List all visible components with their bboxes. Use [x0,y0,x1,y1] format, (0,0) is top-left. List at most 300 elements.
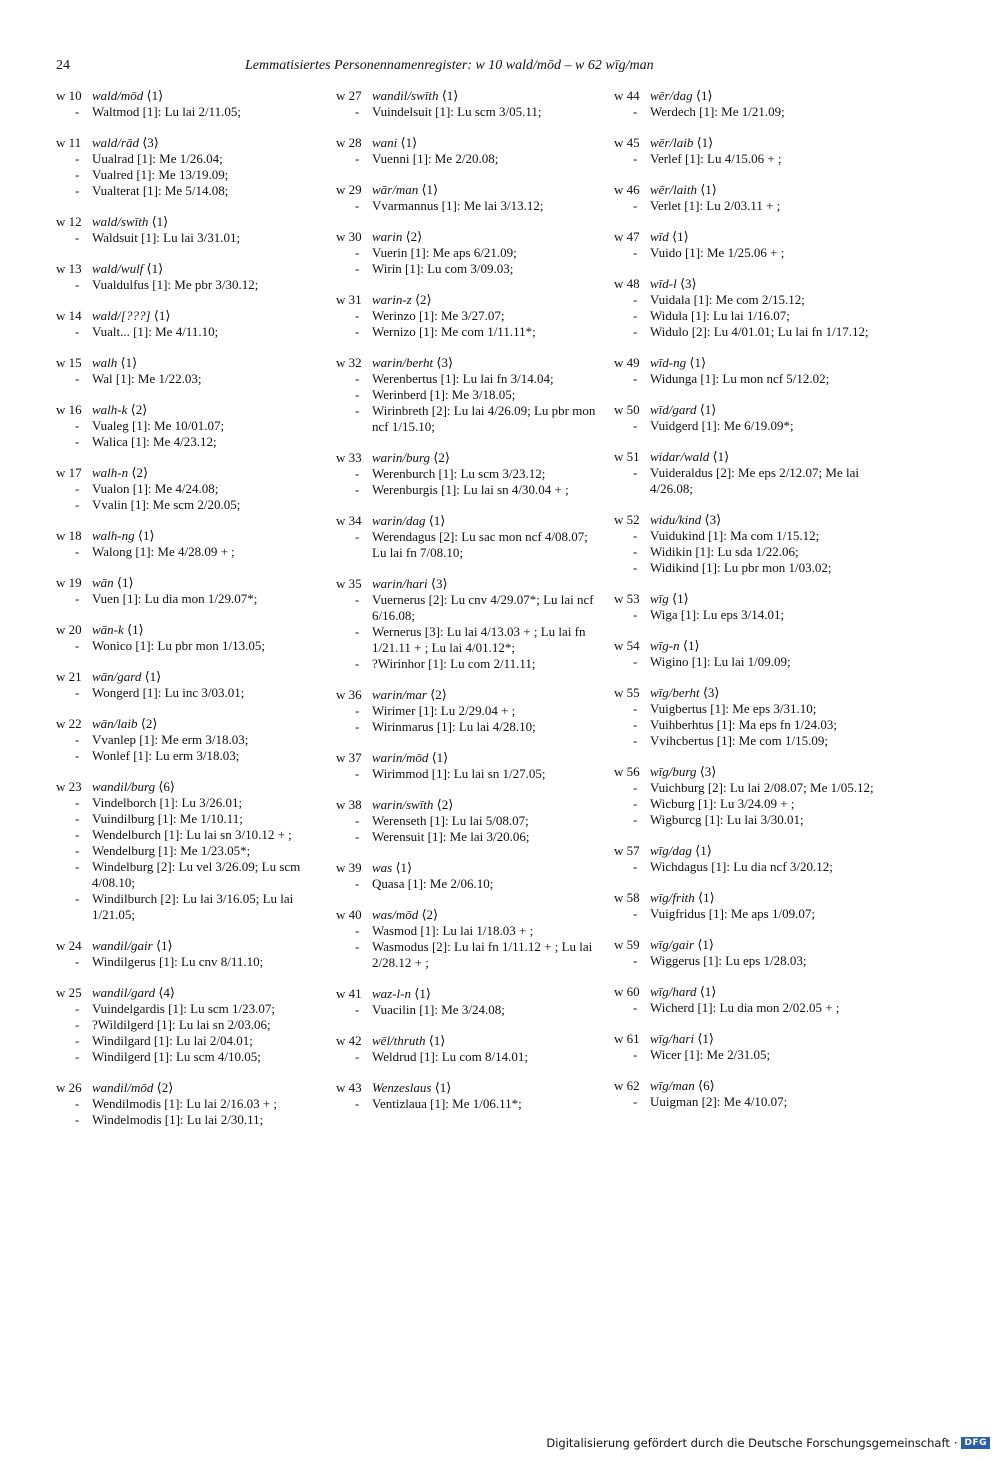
entry-line [56,324,324,340]
entry-lemma: warin/swīth [372,797,434,812]
entry-line [56,277,324,293]
entry-id: w 42 [336,1033,362,1048]
entry-dash: - [355,923,360,938]
entry-line-text: Vualeg [1]: Me 10/01.07; [92,418,225,433]
entry-head [614,638,882,654]
entry-line-text: Vuidgerd [1]: Me 6/19.09*; [650,418,794,433]
entry-dash: - [633,198,638,213]
entry-count: ⟨4⟩ [158,985,175,1000]
entry-dash: - [75,827,80,842]
entry-count: ⟨3⟩ [679,276,697,291]
entry-line-text: Vuindelgardis [1]: Lu scm 1/23.07; [92,1001,275,1016]
entry-line-text: Vuihberhtus [1]: Ma eps fn 1/24.03; [650,717,837,732]
entry-lemma: wīd-ng [650,355,687,370]
entry-dash: - [75,418,80,433]
entry-line-text: Vuigfridus [1]: Me aps 1/09.07; [650,906,815,921]
entry-dash: - [75,104,80,119]
entry-id: w 53 [614,591,640,606]
entry-id: w 32 [336,355,362,370]
entry-id: w 37 [336,750,362,765]
entry-dash: - [633,560,638,575]
entry-head [614,229,882,245]
entry-dash: - [633,780,638,795]
entry-line-text: Verlet [1]: Lu 2/03.11 + ; [650,198,781,213]
entry-line [614,151,882,167]
entry-line [56,1096,324,1112]
entry-dash: - [633,465,638,480]
entry-head [56,214,324,230]
entry-count: ⟨3⟩ [436,355,454,370]
entry-id: w 49 [614,355,640,370]
entry-line-text: Vuenni [1]: Me 2/20.08; [372,151,499,166]
entry-dash: - [75,638,80,653]
index-entry [336,1033,604,1065]
entry-dash: - [75,371,80,386]
entry-dash: - [75,685,80,700]
entry-dash: - [355,466,360,481]
entry-lemma: warin/berht [372,355,434,370]
entry-line [614,560,882,576]
entry-id: w 52 [614,512,640,527]
entry-line-text: Vvanlep [1]: Me erm 3/18.03; [92,732,249,747]
entry-dash: - [355,151,360,166]
entry-line [614,780,882,796]
index-entry [614,88,882,120]
entry-head [336,907,604,923]
entry-head [614,685,882,701]
entry-lemma: wīg/frith [650,890,695,905]
entry-dash: - [75,795,80,810]
entry-line-text: Wiggerus [1]: Lu eps 1/28.03; [650,953,807,968]
entry-line [614,1000,882,1016]
index-entry [614,638,882,670]
entry-dash: - [75,732,80,747]
entry-count: ⟨6⟩ [698,1078,715,1093]
entry-lemma: wīg/burg [650,764,697,779]
index-entry [336,135,604,167]
entry-head [56,669,324,685]
entry-line-text: Vvihcbertus [1]: Me com 1/15.09; [650,733,828,748]
entry-head [336,513,604,529]
entry-count: ⟨1⟩ [137,528,155,543]
entry-dash: - [75,748,80,763]
entry-line [56,183,324,199]
entry-count: ⟨1⟩ [689,355,707,370]
index-entry [56,465,324,513]
index-entry [614,229,882,261]
index-entry [614,890,882,922]
entry-line-text: Uualrad [1]: Me 1/26.04; [92,151,223,166]
entry-line-text: Werenburch [1]: Lu scm 3/23.12; [372,466,546,481]
entry-line-text: Wendelburch [1]: Lu lai sn 3/10.12 + ; [92,827,292,842]
entry-count: ⟨1⟩ [146,88,164,103]
entry-head [336,229,604,245]
index-entry [336,797,604,845]
entry-count: ⟨1⟩ [434,1080,452,1095]
entry-line [336,1002,604,1018]
entry-count: ⟨1⟩ [441,88,459,103]
index-entry [614,984,882,1016]
entry-count: ⟨1⟩ [698,890,715,905]
entry-line-text: Wendilmodis [1]: Lu lai 2/16.03 + ; [92,1096,278,1111]
entry-id: w 15 [56,355,82,370]
entry-line [56,544,324,560]
entry-line [336,624,604,656]
index-entry [614,764,882,828]
entry-line [56,638,324,654]
entry-head [614,182,882,198]
entry-id: w 38 [336,797,362,812]
entry-line [56,151,324,167]
entry-line-text: Vuigbertus [1]: Me eps 3/31.10; [650,701,817,716]
entry-line [336,703,604,719]
entry-line [56,732,324,748]
entry-lemma: wandil/swīth [372,88,439,103]
entry-dash: - [355,703,360,718]
entry-line [56,1033,324,1049]
entry-id: w 11 [56,135,82,150]
entry-dash: - [633,812,638,827]
index-entry [56,88,324,120]
index-entry [56,779,324,923]
entry-lemma: wār/man [372,182,419,197]
entry-count: ⟨2⟩ [436,797,454,812]
entry-head [56,622,324,638]
index-entry [336,229,604,277]
entry-line-text: Wasmodus [2]: Lu lai fn 1/11.12 + ; Lu lai 2/28.12 + ; [372,939,593,970]
entry-line-text: Vuidala [1]: Me com 2/15.12; [650,292,805,307]
footer-separator: · [953,1436,958,1450]
entry-head [336,797,604,813]
entry-id: w 16 [56,402,82,417]
entry-line [56,371,324,387]
entry-line [56,1001,324,1017]
running-title: Lemmatisiertes Personennamenregister: w 10 wald/mōd – w 62 wīg/man [245,58,654,73]
entry-head [614,937,882,953]
entry-line [336,766,604,782]
entry-count: ⟨1⟩ [421,182,439,197]
entry-lemma: walh-k [92,402,128,417]
entry-line [614,245,882,261]
entry-dash: - [75,1017,80,1032]
entry-lemma: walh-n [92,465,129,480]
entry-id: w 55 [614,685,640,700]
entry-count: ⟨1⟩ [672,591,689,606]
entry-lemma: wandil/gair [92,938,153,953]
entry-dash: - [633,104,638,119]
entry-dash: - [633,1000,638,1015]
entry-lemma: warin/mar [372,687,427,702]
entry-id: w 45 [614,135,640,150]
entry-head [614,88,882,104]
entry-id: w 36 [336,687,362,702]
entry-count: ⟨1⟩ [431,750,449,765]
entry-dash: - [633,245,638,260]
entry-count: ⟨1⟩ [672,229,689,244]
entry-line-text: Wongerd [1]: Lu inc 3/03.01; [92,685,245,700]
index-entry [56,716,324,764]
entry-id: w 19 [56,575,82,590]
entry-line-text: Vualred [1]: Me 13/19.09; [92,167,229,182]
entry-lemma: warin-z [372,292,412,307]
entry-count: ⟨1⟩ [127,622,144,637]
entry-line [614,324,882,340]
entry-dash: - [75,954,80,969]
entry-line [614,812,882,828]
entry-dash: - [633,701,638,716]
entry-line-text: Vuacilin [1]: Me 3/24.08; [372,1002,505,1017]
index-column-3 [614,88,882,1125]
entry-count: ⟨2⟩ [130,402,148,417]
entry-lemma: walh [92,355,118,370]
entry-head [56,985,324,1001]
entry-lemma: wald/[???] [92,308,151,323]
entry-dash: - [75,1112,80,1127]
entry-id: w 41 [336,986,362,1001]
entry-line [56,1112,324,1128]
entry-line-text: Windelmodis [1]: Lu lai 2/30.11; [92,1112,264,1127]
entry-line [56,859,324,891]
entry-line [56,418,324,434]
entry-line [336,813,604,829]
entry-dash: - [633,308,638,323]
entry-id: w 50 [614,402,640,417]
entry-count: ⟨1⟩ [428,513,446,528]
entry-dash: - [75,277,80,292]
entry-line [614,717,882,733]
entry-line [56,891,324,923]
entry-line [336,387,604,403]
entry-line [56,954,324,970]
entry-lemma: wān/gard [92,669,142,684]
entry-head [614,1078,882,1094]
entry-lemma: wīg/man [650,1078,695,1093]
entry-line-text: Wasmod [1]: Lu lai 1/18.03 + ; [372,923,534,938]
entry-lemma: wald/rād [92,135,139,150]
entry-id: w 27 [336,88,362,103]
entry-count: ⟨2⟩ [430,687,447,702]
entry-dash: - [75,481,80,496]
entry-id: w 46 [614,182,640,197]
entry-dash: - [633,528,638,543]
entry-head [56,938,324,954]
footer-text: Digitalisierung gefördert durch die Deutsche Forschungsgemeinschaft [546,1436,950,1450]
entry-id: w 31 [336,292,362,307]
entry-line [336,923,604,939]
entry-id: w 44 [614,88,640,103]
entry-line [56,481,324,497]
entry-line-text: Windilgerd [1]: Lu scm 4/10.05; [92,1049,261,1064]
entry-id: w 40 [336,907,362,922]
entry-count: ⟨1⟩ [116,575,134,590]
entry-line-text: ?Wildilgerd [1]: Lu lai sn 2/03.06; [92,1017,271,1032]
entry-dash: - [355,482,360,497]
entry-id: w 12 [56,214,82,229]
index-entry [56,355,324,387]
entry-dash: - [355,1049,360,1064]
entry-line [336,371,604,387]
index-entry [336,513,604,561]
entry-dash: - [355,104,360,119]
entry-line [336,719,604,735]
entry-head [336,135,604,151]
index-entry [56,402,324,450]
entry-line [56,685,324,701]
entry-line-text: Werinzo [1]: Me 3/27.07; [372,308,505,323]
entry-line-text: Wirinbreth [2]: Lu lai 4/26.09; Lu pbr mon ncf 1/15.10; [372,403,596,434]
entry-line-text: Waltmod [1]: Lu lai 2/11.05; [92,104,242,119]
entry-line-text: Vuido [1]: Me 1/25.06 + ; [650,245,785,260]
entry-lemma: widar/wald [650,449,710,464]
entry-lemma: wald/wulf [92,261,144,276]
entry-line [56,1049,324,1065]
entry-head [614,355,882,371]
index-entry [56,308,324,340]
entry-dash: - [355,261,360,276]
entry-dash: - [633,1047,638,1062]
entry-id: w 22 [56,716,82,731]
entry-count: ⟨1⟩ [414,986,431,1001]
entry-line-text: Uuigman [2]: Me 4/10.07; [650,1094,788,1109]
entry-dash: - [633,151,638,166]
entry-line-text: Vvalin [1]: Me scm 2/20.05; [92,497,241,512]
entry-id: w 56 [614,764,640,779]
entry-count: ⟨3⟩ [699,764,717,779]
entry-line-text: Vuichburg [2]: Lu lai 2/08.07; Me 1/05.12; [650,780,874,795]
entry-line-text: Windilgard [1]: Lu lai 2/04.01; [92,1033,253,1048]
entry-dash: - [355,308,360,323]
entry-line [614,906,882,922]
entry-lemma: wēr/laib [650,135,694,150]
entry-line-text: Werenseth [1]: Lu lai 5/08.07; [372,813,529,828]
entry-line-text: Vualon [1]: Me 4/24.08; [92,481,219,496]
index-entry [56,528,324,560]
entry-count: ⟨6⟩ [158,779,175,794]
entry-lemma: wandil/mōd [92,1080,154,1095]
entry-dash: - [75,811,80,826]
entry-dash: - [355,829,360,844]
entry-head [56,575,324,591]
entry-line [614,796,882,812]
entry-dash: - [75,497,80,512]
index-entry [336,450,604,498]
entry-line [336,482,604,498]
entry-line [336,261,604,277]
entry-line [614,418,882,434]
entry-lemma: wald/swīth [92,214,149,229]
entry-dash: - [355,198,360,213]
entry-id: w 28 [336,135,362,150]
entry-line [56,843,324,859]
index-entry [614,1078,882,1110]
entry-head [336,576,604,592]
entry-head [336,1033,604,1049]
entry-dash: - [633,717,638,732]
entry-lemma: wēl/thruth [372,1033,426,1048]
entry-head [614,276,882,292]
entry-line-text: Vualterat [1]: Me 5/14.08; [92,183,229,198]
index-entry [56,669,324,701]
entry-line [336,829,604,845]
entry-id: w 17 [56,465,82,480]
entry-dash: - [355,876,360,891]
entry-count: ⟨1⟩ [144,669,162,684]
entry-dash: - [355,529,360,544]
entry-head [336,1080,604,1096]
entry-lemma: warin/dag [372,513,426,528]
entry-head [614,591,882,607]
entry-line-text: Wonlef [1]: Lu erm 3/18.03; [92,748,240,763]
index-column-1 [56,88,324,1143]
index-entry [336,1080,604,1112]
entry-line-text: Wicburg [1]: Lu 3/24.09 + ; [650,796,795,811]
entry-line-text: Werdech [1]: Me 1/21.09; [650,104,785,119]
index-column-2 [336,88,604,1127]
entry-dash: - [355,939,360,954]
entry-count: ⟨3⟩ [142,135,159,150]
index-entry [56,135,324,199]
entry-lemma: wīg-n [650,638,680,653]
entry-lemma: warin/hari [372,576,428,591]
entry-line-text: Wirimer [1]: Lu 2/29.04 + ; [372,703,516,718]
index-entry [614,685,882,749]
entry-line-text: Werenburgis [1]: Lu lai sn 4/30.04 + ; [372,482,569,497]
entry-line-text: Widunga [1]: Lu mon ncf 5/12.02; [650,371,830,386]
entry-line-text: Wernizo [1]: Me com 1/11.11*; [372,324,536,339]
entry-count: ⟨1⟩ [697,937,714,952]
entry-lemma: was/mōd [372,907,419,922]
entry-line-text: Vuideraldus [2]: Me eps 2/12.07; Me lai 4/26.08; [650,465,859,496]
entry-id: w 10 [56,88,82,103]
entry-line-text: Wiga [1]: Lu eps 3/14.01; [650,607,785,622]
entry-line [614,198,882,214]
entry-dash: - [355,403,360,418]
entry-id: w 26 [56,1080,82,1095]
entry-line-text: Vuindilburg [1]: Me 1/10.11; [92,811,243,826]
entry-dash: - [355,371,360,386]
entry-dash: - [633,544,638,559]
entry-count: ⟨1⟩ [699,984,717,999]
entry-dash: - [355,624,360,639]
entry-head [336,292,604,308]
entry-id: w 48 [614,276,640,291]
entry-lemma: walh-ng [92,528,135,543]
entry-line [336,198,604,214]
entry-line [614,733,882,749]
index-entry [336,986,604,1018]
entry-dash: - [75,843,80,858]
entry-id: w 18 [56,528,82,543]
entry-id: w 59 [614,937,640,952]
entry-count: ⟨1⟩ [696,135,714,150]
entry-dash: - [355,387,360,402]
entry-head [56,135,324,151]
entry-count: ⟨1⟩ [155,938,173,953]
entry-dash: - [75,167,80,182]
entry-lemma: waz-l-n [372,986,411,1001]
entry-line-text: Vuidukind [1]: Ma com 1/15.12; [650,528,820,543]
entry-lemma: wandil/gard [92,985,156,1000]
entry-lemma: wīd [650,229,669,244]
entry-head [336,750,604,766]
entry-line-text: ?Wirinhor [1]: Lu com 2/11.11; [372,656,536,671]
entry-count: ⟨1⟩ [712,449,730,464]
entry-dash: - [75,1001,80,1016]
entry-lemma: was [372,860,393,875]
entry-line [56,811,324,827]
entry-count: ⟨1⟩ [428,1033,446,1048]
entry-line-text: Widikin [1]: Lu sda 1/22.06; [650,544,799,559]
